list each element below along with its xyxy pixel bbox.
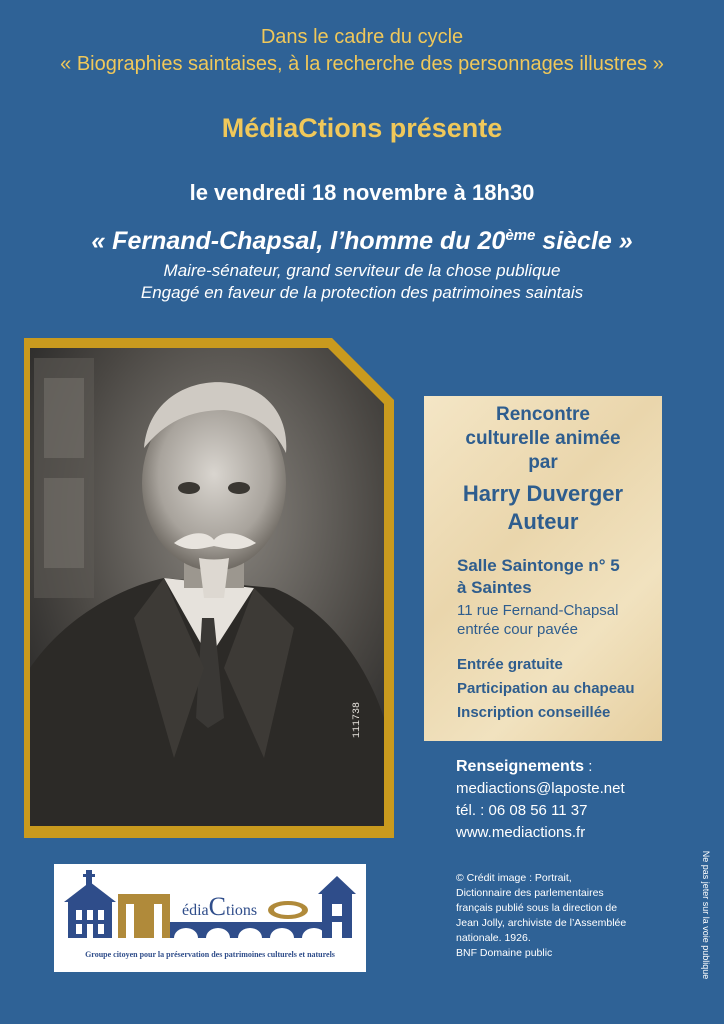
contact-block xyxy=(456,756,625,844)
credit-line-3: français publié sous la direction de xyxy=(456,902,618,914)
title-sup: ème xyxy=(505,227,536,244)
presents-heading: MédiaCtions présente xyxy=(221,113,503,143)
cycle-intro xyxy=(0,24,724,78)
brand-part-b: C xyxy=(208,892,226,921)
contact-email[interactable]: mediactions@laposte.net xyxy=(456,780,625,797)
meeting-heading xyxy=(424,403,662,475)
venue-line-1: Salle Saintonge n° 5 xyxy=(457,556,620,575)
side-note-text: Ne pas jeter sur la voie publique xyxy=(701,850,711,980)
entry-line-2: Participation au chapeau xyxy=(457,680,635,697)
venue-block xyxy=(457,555,620,599)
portrait-photo xyxy=(24,338,394,838)
image-credit xyxy=(456,871,666,961)
contact-heading xyxy=(456,756,625,778)
event-subtitle xyxy=(0,260,724,304)
event-info-box xyxy=(424,396,662,741)
entry-line-3: Inscription conseillée xyxy=(457,704,611,721)
brand-part-a: édia xyxy=(182,902,209,919)
entry-line-1: Entrée gratuite xyxy=(457,656,563,673)
heading-line-3: par xyxy=(528,452,558,473)
event-date: le vendredi 18 novembre à 18h30 xyxy=(189,180,535,205)
credit-line-5: nationale. 1926. xyxy=(456,932,531,944)
title-end: siècle » xyxy=(535,227,633,255)
author-name: Harry Duverger xyxy=(462,481,624,506)
venue-line-2: à Saintes xyxy=(457,578,532,597)
title-main: « Fernand-Chapsal, l’homme du 20 xyxy=(91,227,506,255)
credit-line-2: Dictionnaire des parlementaires xyxy=(456,887,604,899)
credit-line-4: Jean Jolly, archiviste de l’Assemblée xyxy=(456,917,627,929)
address-line-2: entrée cour pavée xyxy=(457,621,578,638)
archive-number: 111738 xyxy=(352,701,363,738)
credit-line-6: BNF Domaine public xyxy=(456,947,553,959)
contact-website[interactable]: www.mediactions.fr xyxy=(456,824,586,841)
contact-phone: tél. : 06 08 56 11 37 xyxy=(456,802,588,819)
credit-line-1: © Crédit image : Portrait, xyxy=(456,872,572,884)
heading-line-1: Rencontre xyxy=(496,404,590,425)
address-block xyxy=(457,601,618,639)
author-block xyxy=(424,480,662,536)
contact-label: Renseignements xyxy=(456,758,585,775)
mediactions-logo xyxy=(54,864,366,972)
logo-tagline: Groupe citoyen pour la préservation des patrimoines culturels et naturels xyxy=(85,950,335,959)
cycle-line-1: Dans le cadre du cycle xyxy=(260,26,464,48)
side-note xyxy=(696,844,716,994)
subtitle-line-1: Maire-sénateur, grand serviteur de la chose publique xyxy=(163,261,561,280)
heading-line-2: culturelle animée xyxy=(465,428,621,449)
subtitle-line-2: Engagé en faveur de la protection des patrimoines saintais xyxy=(140,283,584,302)
entry-block xyxy=(457,653,635,725)
portrait-frame xyxy=(24,338,394,838)
logo-brand xyxy=(182,892,257,922)
contact-label-suffix: : xyxy=(584,758,593,775)
author-role: Auteur xyxy=(507,509,579,534)
event-title xyxy=(0,227,724,256)
cycle-line-2: « Biographies saintaises, à la recherche des personnages illustres » xyxy=(60,53,664,75)
brand-part-c: tions xyxy=(226,902,258,919)
address-line-1: 11 rue Fernand-Chapsal xyxy=(457,602,619,619)
